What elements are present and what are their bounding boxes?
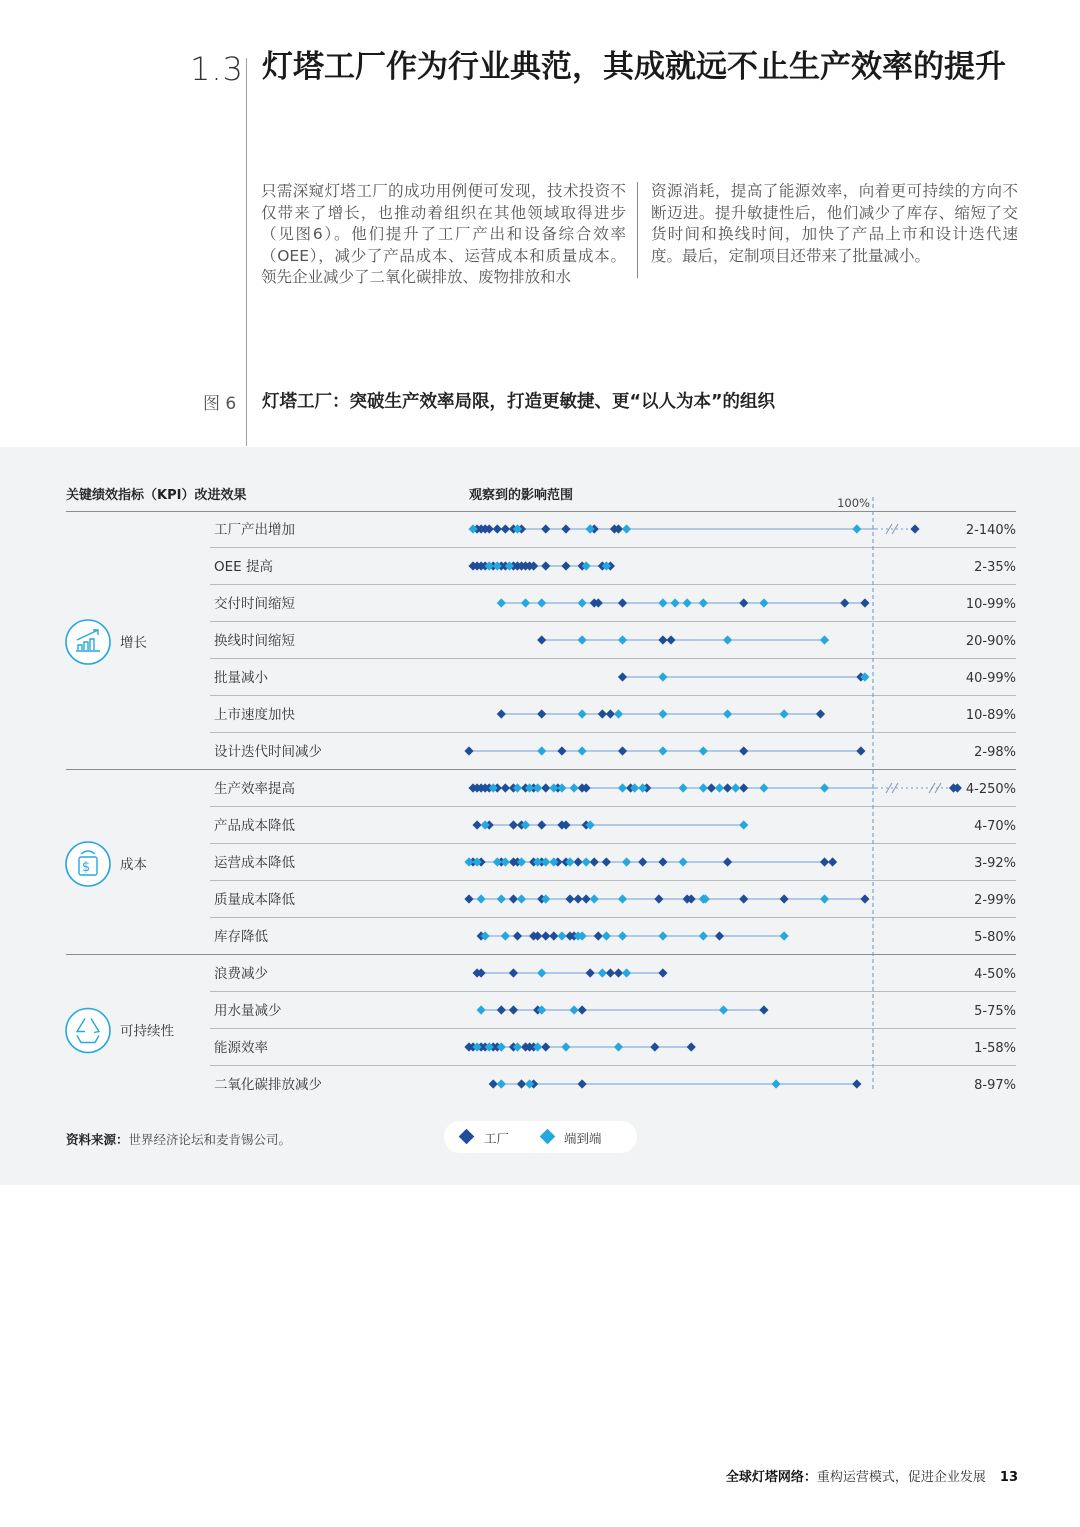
end-to-end-point — [521, 598, 530, 607]
factory-point — [541, 783, 550, 792]
body-paragraph-right: 资源消耗，提高了能源效率，向着更可持续的方向不断迈进。提升敏捷性后，他们减少了库存、缩短了交货时间和换线时间，加快了产品上市和设计迭代速度。最后，定制项目还带来了批量减小。 — [651, 182, 1018, 265]
end-to-end-point — [658, 746, 667, 755]
end-to-end-point — [618, 931, 627, 940]
axis-break-mark — [935, 783, 941, 793]
reference-100-label: 100% — [837, 496, 870, 510]
factory-point — [840, 598, 849, 607]
factory-point — [614, 968, 623, 977]
end-to-end-point — [497, 1079, 506, 1088]
figure-label: 图 6 — [203, 394, 237, 414]
kpi-range-label: 10-99% — [965, 597, 1016, 612]
factory-point — [594, 931, 603, 940]
kpi-label: 换线时间缩短 — [214, 633, 295, 649]
end-to-end-point — [582, 857, 591, 866]
figure-title: 灯塔工厂：突破生产效率局限，打造更敏捷、更“以人为本”的组织 — [262, 392, 776, 412]
end-to-end-point — [569, 783, 578, 792]
kpi-label: 工厂产出增加 — [214, 522, 295, 538]
end-to-end-point — [771, 1079, 780, 1088]
body-paragraph-left: 只需深窥灯塔工厂的成功用例便可发现，技术投资不仅带来了增长，也推动着组织在其他领域取得进步（见图6）。他们提升了工厂产出和设备综合效率（OEE），减少了产品成本、运营成本和质量成本。领先企业减少了二氧化碳排放、废物排放和水 — [261, 182, 626, 286]
kpi-range-label: 5-80% — [974, 930, 1016, 945]
factory-point — [715, 931, 724, 940]
kpi-range-label: 5-75% — [974, 1004, 1016, 1019]
factory-point — [464, 746, 473, 755]
factory-point — [658, 635, 667, 644]
end-to-end-point — [618, 894, 627, 903]
range-column-header: 观察到的影响范围 — [469, 488, 574, 503]
end-to-end-point — [699, 598, 708, 607]
kpi-label: 生产效率提高 — [214, 781, 295, 797]
factory-point — [739, 783, 748, 792]
end-to-end-point — [569, 1005, 578, 1014]
section-number: 1.3 — [190, 50, 244, 88]
factory-point — [557, 746, 566, 755]
factory-point — [578, 1079, 587, 1088]
end-to-end-point — [780, 709, 789, 718]
legend-end-to-end-label: 端到端 — [564, 1131, 602, 1146]
factory-point — [509, 894, 518, 903]
factory-point — [590, 857, 599, 866]
end-to-end-point — [715, 783, 724, 792]
kpi-range-label: 4-250% — [965, 782, 1016, 797]
dollar-glyph: $ — [81, 860, 91, 875]
kpi-label: 运营成本降低 — [214, 855, 295, 871]
end-to-end-point — [578, 598, 587, 607]
end-to-end-point — [557, 931, 566, 940]
kpi-range-label: 40-99% — [965, 671, 1016, 686]
factory-point — [739, 598, 748, 607]
factory-point — [780, 894, 789, 903]
kpi-label: 产品成本降低 — [214, 818, 295, 834]
factory-point — [606, 968, 615, 977]
kpi-label: 浪费减少 — [214, 966, 268, 982]
factory-point — [723, 857, 732, 866]
end-to-end-point — [820, 783, 829, 792]
factory-point — [860, 894, 869, 903]
end-to-end-point — [477, 1005, 486, 1014]
end-to-end-point — [699, 746, 708, 755]
kpi-label: 设计迭代时间减少 — [214, 744, 322, 760]
kpi-label: 二氧化碳排放减少 — [214, 1077, 322, 1093]
factory-point — [549, 931, 558, 940]
kpi-range-label: 8-97% — [974, 1078, 1016, 1093]
end-to-end-point — [679, 857, 688, 866]
kpi-label: OEE 提高 — [214, 559, 273, 575]
end-to-end-point — [537, 746, 546, 755]
end-to-end-point — [699, 931, 708, 940]
factory-point — [618, 598, 627, 607]
end-to-end-point — [723, 709, 732, 718]
factory-point — [586, 968, 595, 977]
source-text: 世界经济论坛和麦肯锡公司。 — [128, 1132, 292, 1147]
kpi-range-label: 4-50% — [974, 967, 1016, 982]
kpi-range-label: 10-89% — [965, 708, 1016, 723]
end-to-end-point — [759, 598, 768, 607]
kpi-range-label: 3-92% — [974, 856, 1016, 871]
kpi-label: 交付时间缩短 — [214, 596, 295, 612]
end-to-end-point — [780, 931, 789, 940]
factory-point — [723, 783, 732, 792]
end-to-end-point — [497, 894, 506, 903]
kpi-range-label: 2-98% — [974, 745, 1016, 760]
factory-point — [489, 1079, 498, 1088]
end-to-end-point — [477, 894, 486, 903]
legend-end-to-end-diamond — [540, 1129, 556, 1145]
factory-point — [472, 820, 481, 829]
factory-point — [501, 783, 510, 792]
factory-point — [561, 524, 570, 533]
kpi-label: 能源效率 — [214, 1040, 268, 1056]
factory-point — [852, 1079, 861, 1088]
kpi-range-label: 20-90% — [965, 634, 1016, 649]
factory-point — [820, 857, 829, 866]
footer-title: 全球灯塔网络： — [725, 1470, 817, 1485]
factory-point — [739, 894, 748, 903]
factory-point — [598, 709, 607, 718]
end-to-end-point — [658, 598, 667, 607]
recycle-icon — [66, 1009, 110, 1053]
factory-point — [666, 635, 675, 644]
end-to-end-point — [658, 931, 667, 940]
source-note — [66, 1130, 291, 1148]
end-to-end-point — [578, 635, 587, 644]
group-label: 成本 — [120, 857, 147, 873]
end-to-end-point — [759, 783, 768, 792]
axis-break-mark — [929, 783, 935, 793]
factory-point — [537, 820, 546, 829]
factory-point — [759, 1005, 768, 1014]
kpi-label: 用水量减少 — [214, 1003, 282, 1019]
kpi-column-header: 关键绩效指标（KPI）改进效果 — [66, 488, 247, 503]
end-to-end-point — [820, 894, 829, 903]
group-label: 可持续性 — [120, 1023, 174, 1040]
factory-point — [687, 1042, 696, 1051]
factory-point — [602, 857, 611, 866]
factory-point — [537, 709, 546, 718]
factory-point — [606, 709, 615, 718]
end-to-end-point — [679, 783, 688, 792]
end-to-end-point — [537, 598, 546, 607]
page-footer — [726, 1466, 1018, 1485]
source-label: 资料来源： — [66, 1132, 129, 1147]
end-to-end-point — [658, 672, 667, 681]
factory-point — [513, 931, 522, 940]
factory-point — [509, 968, 518, 977]
factory-point — [856, 746, 865, 755]
factory-point — [517, 1079, 526, 1088]
factory-point — [828, 857, 837, 866]
factory-point — [509, 820, 518, 829]
factory-point — [573, 894, 582, 903]
factory-point — [658, 968, 667, 977]
end-to-end-point — [699, 783, 708, 792]
factory-point — [493, 524, 502, 533]
factory-point — [910, 524, 919, 533]
factory-point — [618, 746, 627, 755]
factory-point — [658, 857, 667, 866]
end-to-end-point — [561, 1042, 570, 1051]
end-to-end-point — [723, 635, 732, 644]
end-to-end-point — [614, 1042, 623, 1051]
kpi-label: 库存降低 — [214, 929, 268, 945]
factory-point — [573, 857, 582, 866]
end-to-end-point — [622, 524, 631, 533]
end-to-end-point — [852, 524, 861, 533]
end-to-end-point — [622, 857, 631, 866]
factory-point — [654, 894, 663, 903]
footer-subtitle: 重构运营模式，促进企业发展 — [816, 1470, 986, 1485]
chart-legend — [444, 1121, 637, 1153]
end-to-end-point — [578, 746, 587, 755]
end-to-end-point — [590, 894, 599, 903]
factory-point — [541, 524, 550, 533]
kpi-range-label: 2-99% — [974, 893, 1016, 908]
factory-point — [707, 783, 716, 792]
factory-point — [464, 894, 473, 903]
end-to-end-point — [614, 709, 623, 718]
legend-factory-label: 工厂 — [484, 1131, 510, 1146]
page-number: 13 — [999, 1470, 1018, 1485]
factory-point — [497, 709, 506, 718]
factory-point — [582, 894, 591, 903]
factory-point — [541, 1042, 550, 1051]
kpi-range-label: 4-70% — [974, 819, 1016, 834]
factory-point — [541, 931, 550, 940]
end-to-end-point — [578, 709, 587, 718]
kpi-label: 上市速度加快 — [214, 707, 295, 723]
end-to-end-point — [622, 968, 631, 977]
factory-point — [816, 709, 825, 718]
factory-point — [537, 635, 546, 644]
section-title: 灯塔工厂作为行业典范，其成就远不止生产效率的提升 — [262, 49, 1006, 85]
factory-point — [578, 1005, 587, 1014]
end-to-end-point — [719, 1005, 728, 1014]
end-to-end-point — [739, 820, 748, 829]
factory-point — [541, 561, 550, 570]
factory-point — [509, 1005, 518, 1014]
end-to-end-point — [731, 783, 740, 792]
factory-point — [860, 598, 869, 607]
factory-point — [650, 1042, 659, 1051]
legend-factory-diamond — [459, 1129, 475, 1145]
factory-point — [565, 894, 574, 903]
end-to-end-point — [670, 598, 679, 607]
group-label: 增长 — [120, 635, 147, 651]
kpi-label: 质量成本降低 — [214, 892, 295, 908]
end-to-end-point — [537, 968, 546, 977]
end-to-end-point — [497, 598, 506, 607]
factory-point — [501, 524, 510, 533]
end-to-end-point — [602, 931, 611, 940]
end-to-end-point — [517, 894, 526, 903]
kpi-range-label: 2-35% — [974, 560, 1016, 575]
end-to-end-point — [820, 635, 829, 644]
factory-point — [561, 561, 570, 570]
end-to-end-point — [618, 635, 627, 644]
kpi-range-label: 2-140% — [965, 523, 1016, 538]
factory-point — [618, 672, 627, 681]
kpi-label: 批量减小 — [214, 670, 268, 686]
end-to-end-point — [658, 709, 667, 718]
end-to-end-point — [501, 931, 510, 940]
factory-point — [739, 746, 748, 755]
end-to-end-point — [683, 598, 692, 607]
end-to-end-point — [598, 968, 607, 977]
factory-point — [497, 1005, 506, 1014]
kpi-range-label: 1-58% — [974, 1041, 1016, 1056]
factory-point — [638, 857, 647, 866]
end-to-end-point — [618, 783, 627, 792]
